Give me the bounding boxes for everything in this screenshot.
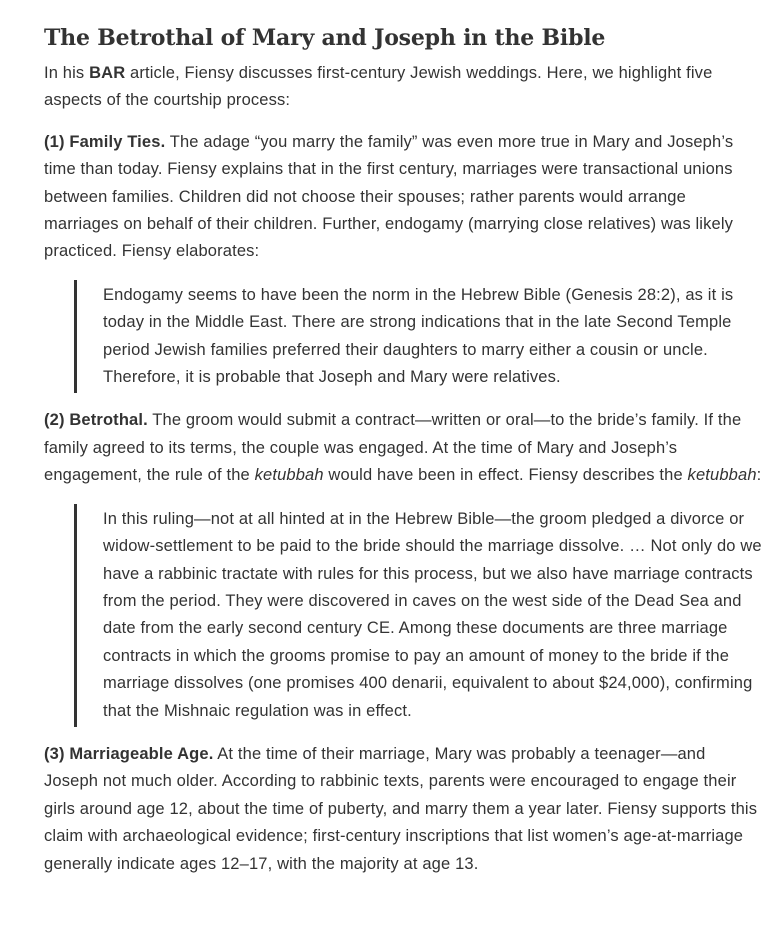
text: article, Fiensy discusses first-century Jewish weddings. Here, we highlight five aspects of the courtship process:: [44, 64, 713, 110]
italic-term: ketubbah: [254, 466, 324, 485]
section-label: (2) Betrothal.: [44, 411, 148, 430]
text: At the time of their marriage, Mary was probably a teenager—and Joseph not much older. According to rabbinic texts, parents were encouraged to engage their girls around age 12, about the time of puberty, and marry them a year later. Fiensy supports this claim with archaeological evidence; first-century inscriptions that list women’s age-at-marriage generally indicate ages 12–17, with the majority at age 13.: [44, 744, 758, 873]
bar-emphasis: BAR: [89, 64, 126, 82]
blockquote-ketubbah: [74, 504, 762, 727]
text: The groom would submit a contract—written or oral—to the bride’s family. If the family agreed to its terms, the couple was engaged. At the time of Mary and Joseph’s engagement, the rule of the: [44, 411, 742, 485]
family-ties-paragraph: [44, 129, 762, 266]
section-label: (3) Marriageable Age.: [44, 744, 214, 763]
text: :: [756, 466, 762, 485]
intro-paragraph: [44, 60, 762, 115]
blockquote-endogamy: [74, 280, 762, 394]
italic-term: ketubbah: [687, 466, 757, 485]
marriageable-age-paragraph: [44, 741, 762, 878]
text: The adage “you marry the family” was even more true in Mary and Joseph’s time than today. Fiensy explains that in the first century, marriages were transactional unions between families. Children did not choose their spouses; rather parents would arrange marriages on behalf of their children. Further, endogamy (marrying close relatives) was likely practiced. Fiensy elaborates:: [44, 132, 734, 261]
betrothal-paragraph: [44, 407, 762, 489]
section-label: (1) Family Ties.: [44, 132, 166, 151]
text: In his: [44, 64, 90, 82]
quote-text: In this ruling—not at all hinted at in the Hebrew Bible—the groom pledged a divorce or widow-settlement to be paid to the bride should the marriage dissolve. … Not only do we have a rabbinic tractate with rules for this process, but we also have marriage contracts from the period. They were discovered in caves on the west side of the Dead Sea and date from the early second century CE. Among these documents are three marriage contracts in which the grooms promise to pay an amount of money to the bride if the marriage dissolves (one promises 400 denarii, equivalent to about $24,000), confirming that the Mishnaic regulation was in effect.: [103, 509, 762, 720]
quote-text: Endogamy seems to have been the norm in the Hebrew Bible (Genesis 28:2), as it is today in the Middle East. There are strong indications that in the late Second Temple period Jewish families preferred their daughters to marry either a cousin or uncle. Therefore, it is probable that Joseph and Mary were relatives.: [103, 285, 734, 387]
article-heading: The Betrothal of Mary and Joseph in the Bible: [44, 25, 606, 51]
text: would have been in effect. Fiensy describes the: [323, 466, 688, 485]
article: [44, 22, 762, 892]
